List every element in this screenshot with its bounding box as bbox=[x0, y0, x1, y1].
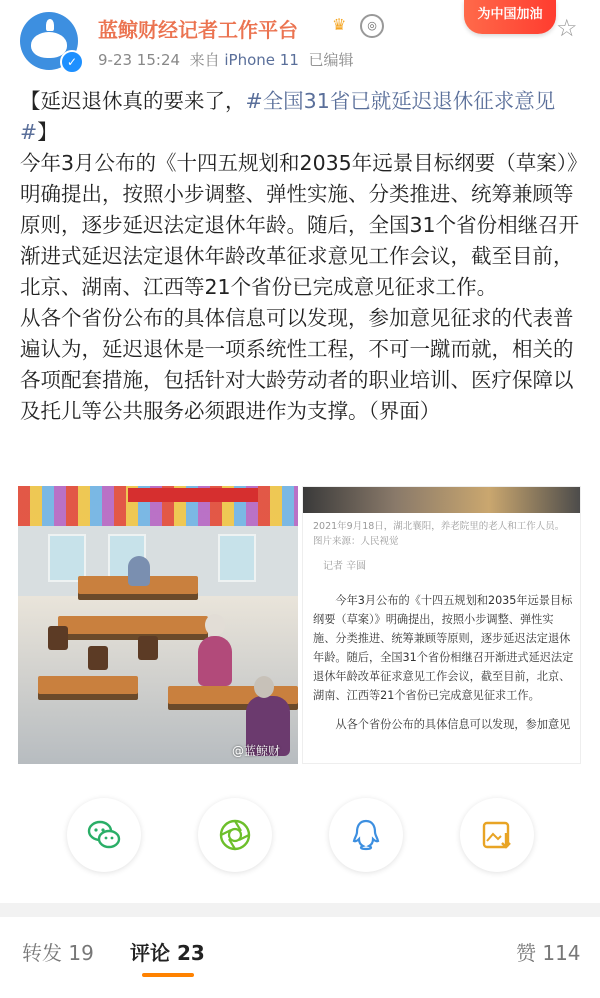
tab-comment-label: 评论 bbox=[130, 941, 170, 965]
article-paragraph-2: 从各个省份公布的具体信息可以发现，参加意见 bbox=[335, 718, 571, 731]
photo-banner bbox=[128, 488, 258, 502]
tab-like-count: 114 bbox=[542, 941, 581, 965]
photo-head bbox=[205, 614, 225, 636]
photo-chair bbox=[88, 646, 108, 670]
photo-person bbox=[198, 636, 232, 686]
tab-comment[interactable] bbox=[130, 937, 205, 966]
username[interactable]: 蓝鲸财经记者工作平台 bbox=[98, 18, 298, 42]
photo-chair bbox=[48, 626, 68, 650]
photo-window bbox=[218, 534, 256, 582]
whale-spout-icon bbox=[46, 19, 54, 31]
nursing-home-photo[interactable] bbox=[18, 486, 298, 764]
section-separator bbox=[0, 903, 600, 917]
title-close: 】 bbox=[37, 120, 58, 144]
hashtag-link[interactable]: #全国31省已就延迟退休征求意见# bbox=[20, 89, 556, 144]
photo-table bbox=[38, 676, 138, 694]
edited-label: 已编辑 bbox=[308, 51, 354, 69]
post-images bbox=[18, 486, 581, 766]
source-device[interactable]: iPhone 11 bbox=[224, 51, 299, 69]
post-meta bbox=[98, 49, 353, 70]
post-paragraph-2: 从各个省份公布的具体信息可以发现，参加意见征求的代表普遍认为，延迟退休是一项系统性工程，不可一蹴而就，相关的各项配套措施，包括针对大龄劳动者的职业培训、医疗保障以及托儿等公共服务必须跟进作为支撑。（界面） bbox=[20, 306, 574, 423]
article-paragraph-1: 今年3月公布的《十四五规划和2035年远景目标纲要（草案）》明确提出，按照小步调整、弹性实施、分类推进、统筹兼顾等原则，逐步延迟法定退休年龄。随后，全国31个省份相继召开渐进式延迟法定退休年龄改革征求意见工作会议，截至目前，北京、湖南、江西等21个省份已完成意见征求工作。 bbox=[313, 594, 574, 702]
source-prefix: 来自 bbox=[189, 51, 220, 69]
share-row bbox=[0, 798, 600, 858]
save-image-icon bbox=[479, 817, 515, 853]
photo-table bbox=[58, 616, 208, 634]
tab-like-label: 赞 bbox=[516, 941, 536, 965]
article-photo-strip bbox=[303, 487, 581, 513]
article-text bbox=[313, 591, 575, 744]
photo-window bbox=[48, 534, 86, 582]
verified-badge-icon: ✓ bbox=[60, 50, 84, 74]
article-screenshot[interactable] bbox=[302, 486, 581, 764]
crown-icon[interactable]: ♛ bbox=[332, 15, 347, 34]
article-caption: 2021年9月18日，湖北襄阳，养老院里的老人和工作人员。图片来源：人民视觉 bbox=[313, 521, 565, 547]
active-tab-underline bbox=[142, 973, 194, 977]
tab-repost[interactable] bbox=[22, 937, 94, 966]
tab-like[interactable] bbox=[516, 937, 581, 966]
post-header bbox=[0, 0, 600, 80]
medal-icon[interactable]: ◎ bbox=[360, 14, 384, 38]
interaction-tabs bbox=[0, 917, 600, 998]
tab-repost-label: 转发 bbox=[22, 941, 62, 965]
tab-comment-count: 23 bbox=[176, 941, 205, 965]
image-watermark: @蓝鲸财 bbox=[232, 744, 281, 758]
title-open: 【延迟退休真的要来了， bbox=[20, 89, 246, 113]
photo-head bbox=[254, 676, 274, 698]
favorite-star-icon[interactable]: ☆ bbox=[556, 14, 578, 42]
share-moments-button[interactable] bbox=[198, 798, 272, 872]
post-title bbox=[20, 86, 584, 148]
photo-person bbox=[128, 556, 150, 586]
article-reporter: 记者 辛圆 bbox=[323, 561, 367, 572]
post-paragraph-1: 今年3月公布的《十四五规划和2035年远景目标纲要（草案）》明确提出，按照小步调整、弹性实施、分类推进、统筹兼顾等原则，逐步延迟法定退休年龄。随后，全国31个省份相继召开渐进式延迟法定退休年龄改革征求意见工作会议，截至目前，北京、湖南、江西等21个省份已完成意见征求工作。 bbox=[20, 151, 580, 299]
qq-icon bbox=[348, 817, 384, 853]
share-qq-button[interactable] bbox=[329, 798, 403, 872]
tab-repost-count: 19 bbox=[68, 941, 94, 965]
photo-chair bbox=[138, 636, 158, 660]
campaign-badge[interactable]: 为中国加油 bbox=[464, 0, 556, 34]
post-body bbox=[20, 86, 584, 427]
post-time: 9-23 15:24 bbox=[98, 51, 181, 69]
save-image-button[interactable] bbox=[460, 798, 534, 872]
share-wechat-button[interactable] bbox=[67, 798, 141, 872]
wechat-icon bbox=[86, 817, 122, 853]
moments-icon bbox=[217, 817, 253, 853]
